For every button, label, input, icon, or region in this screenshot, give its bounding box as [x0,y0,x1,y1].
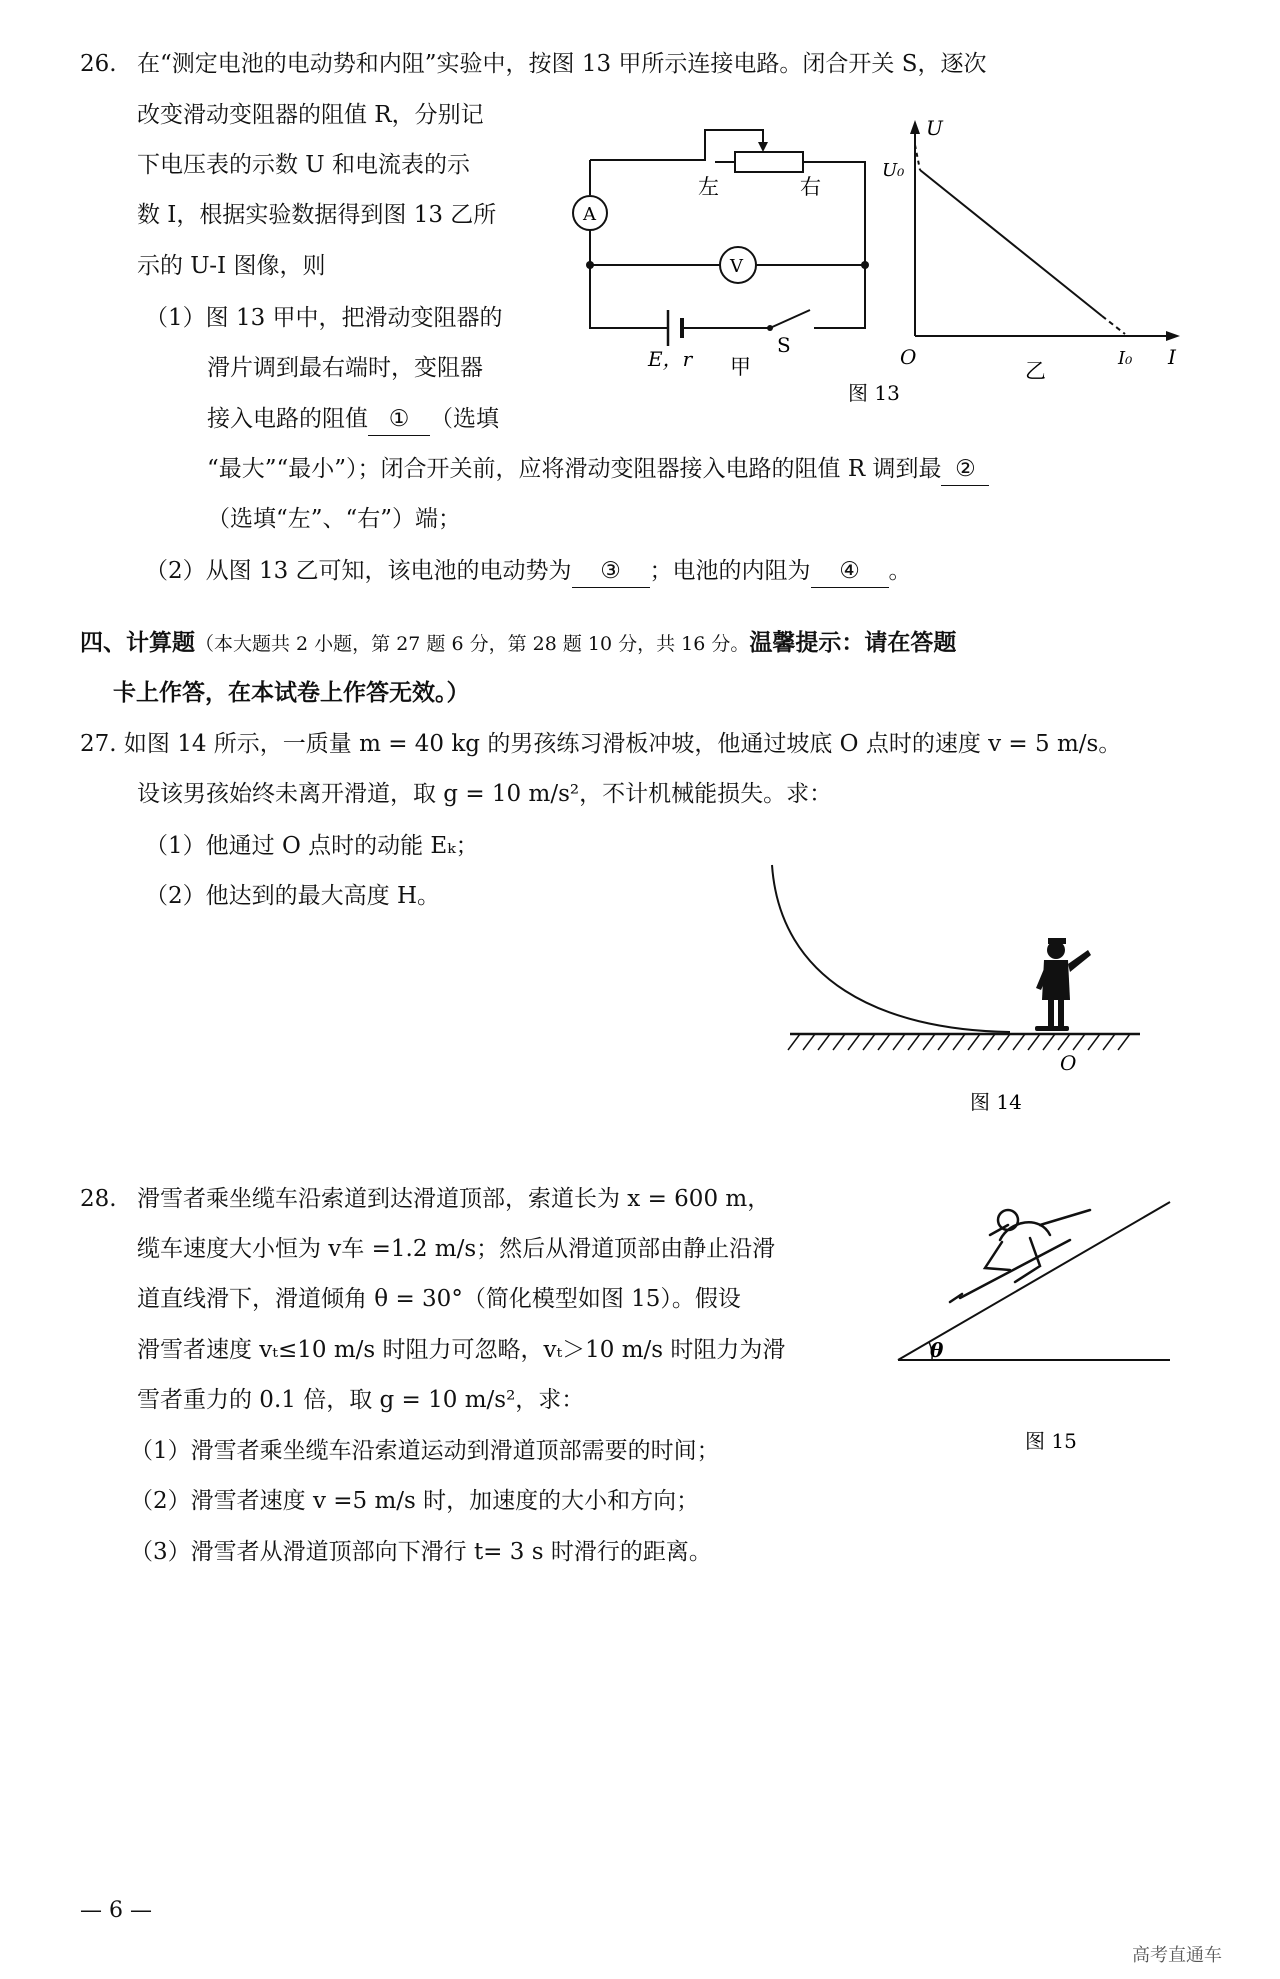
q26-part1-c-post: （选填 [430,406,499,432]
q28-line5: 雪者重力的 0.1 倍，取 g = 10 m/s²，求： [137,1387,585,1413]
answer-blank-3[interactable]: ③ [572,555,650,588]
skier-head [998,1210,1018,1230]
q26-part1-b: 滑片调到最右端时，变阻器 [207,355,483,381]
q28-line4: 滑雪者速度 vₜ≤10 m/s 时阻力可忽略，vₜ＞10 m/s 时阻力为滑 [137,1337,786,1363]
q26-part2-post: 。 [888,558,912,584]
q26-part1-e: （选填“左”、“右”）端； [207,506,462,532]
wire-bottom-right [814,265,865,328]
q26-part2-pre: （2）从图 13 乙可知，该电池的电动势为 [145,558,572,584]
section-4-tip-cont: 卡上作答，在本试卷上作答无效。） [113,679,470,706]
section-4-title: 四、计算题 [80,629,195,656]
origin-label: O [900,345,917,369]
q28-number: 28. [80,1186,117,1212]
i0-label: I₀ [1118,348,1133,369]
theta-label: θ [930,1338,944,1362]
q26-line2: 改变滑动变阻器的阻值 R，分别记 [137,102,484,128]
q26-line1: 在“测定电池的电动势和内阻”实验中，按图 13 甲所示连接电路。闭合开关 S，逐次 [137,51,987,77]
u-axis-arrow [910,120,920,134]
i-axis-arrow [1166,331,1180,341]
q26-part2-mid: ；电池的内阻为 [649,558,811,584]
section-4-tip: 温馨提示：请在答题 [749,629,957,656]
q26-part1-c [207,403,499,436]
figure-13 [570,110,1200,420]
ui-line [920,170,1102,316]
skateboarder-figure [1035,938,1091,1031]
ui-line-dash-bottom [1102,316,1125,334]
q27-line1: 27. 如图 14 所示，一质量 m = 40 kg 的男孩练习滑板冲坡，他通过坡底 O 点时的速度 v = 5 m/s。 [80,731,1122,757]
figure-13-caption: 图 13 [848,381,900,405]
watermark: 高考直通车 [1132,1945,1222,1966]
switch-pivot [767,325,773,331]
q28-line3: 道直线滑下，滑道倾角 θ = 30°（简化模型如图 15）。假设 [137,1286,741,1312]
junction-left [586,261,594,269]
q26-part2 [145,555,912,588]
battery-label: E，r [648,347,693,371]
q26-part1-c-pre: 接入电路的阻值 [207,406,368,432]
figure-14 [770,860,1150,1120]
switch-label: S [777,333,791,357]
wire-top [590,130,763,160]
q26-number: 26. [80,51,117,77]
ui-graph [915,130,1170,336]
q27-line2: 设该男孩始终未离开滑道，取 g = 10 m/s²，不计机械能损失。求： [137,781,833,807]
junction-right [861,261,869,269]
q26-part1-d-pre: “最大”“最小”）；闭合开关前，应将滑动变阻器接入电路的阻值 R 调到最 [207,456,942,482]
q28-part1: （1）滑雪者乘坐缆车沿索道运动到滑道顶部需要的时间； [130,1438,720,1464]
ammeter-label: A [583,204,596,225]
axis-u-label: U [926,116,943,140]
q26-line4: 数 I，根据实验数据得到图 13 乙所 [137,202,497,228]
q26-line3: 下电压表的示数 U 和电流表的示 [137,152,471,178]
voltmeter-label: V [730,256,743,277]
switch-blade [770,310,810,328]
answer-blank-1[interactable]: ① [368,403,430,436]
q26-part1-d [207,453,989,486]
page-number: — 6 — [80,1898,152,1923]
u0-label: U₀ [882,160,905,181]
wire-bottom-left [590,265,668,328]
figure-14-caption: 图 14 [970,1090,1022,1114]
section-4-note: （本大题共 2 小题，第 27 题 6 分，第 28 题 10 分，共 16 分。 [195,633,750,655]
sub-label-jia: 甲 [730,355,751,379]
rheostat-right-label: 右 [800,175,821,199]
axis-i-label: I [1168,345,1176,369]
rheostat-left-label: 左 [698,175,719,199]
figure-15-caption: 图 15 [1025,1429,1077,1450]
q28-part3: （3）滑雪者从滑道顶部向下滑行 t= 3 s 时滑行的距离。 [130,1539,712,1565]
q26-part1-a: （1）图 13 甲中，把滑动变阻器的 [145,305,503,331]
ground-hatching [788,1034,1130,1050]
point-o-label: O [1060,1051,1077,1075]
figure-15 [890,1180,1180,1450]
q28-line1: 滑雪者乘坐缆车沿索道到达滑道顶部，索道长为 x = 600 m， [137,1186,771,1212]
q26-line5: 示的 U-I 图像，则 [137,253,326,279]
q28-line2: 缆车速度大小恒为 v车 =1.2 m/s；然后从滑道顶部由静止沿滑 [137,1236,776,1262]
slope-incline [898,1202,1170,1360]
section-4-header [80,627,956,660]
q27-part2: （2）他达到的最大高度 H。 [145,883,441,909]
answer-blank-2[interactable]: ② [941,453,989,486]
sub-label-yi: 乙 [1025,359,1046,383]
q28-part2: （2）滑雪者速度 v =5 m/s 时，加速度的大小和方向； [130,1488,700,1514]
rheostat [735,152,803,172]
circuit-diagram [573,130,865,346]
answer-blank-4[interactable]: ④ [811,555,889,588]
q27-part1: （1）他通过 O 点时的动能 Eₖ； [145,833,479,859]
ramp-curve [772,865,1010,1032]
slider-arrow [758,142,768,152]
